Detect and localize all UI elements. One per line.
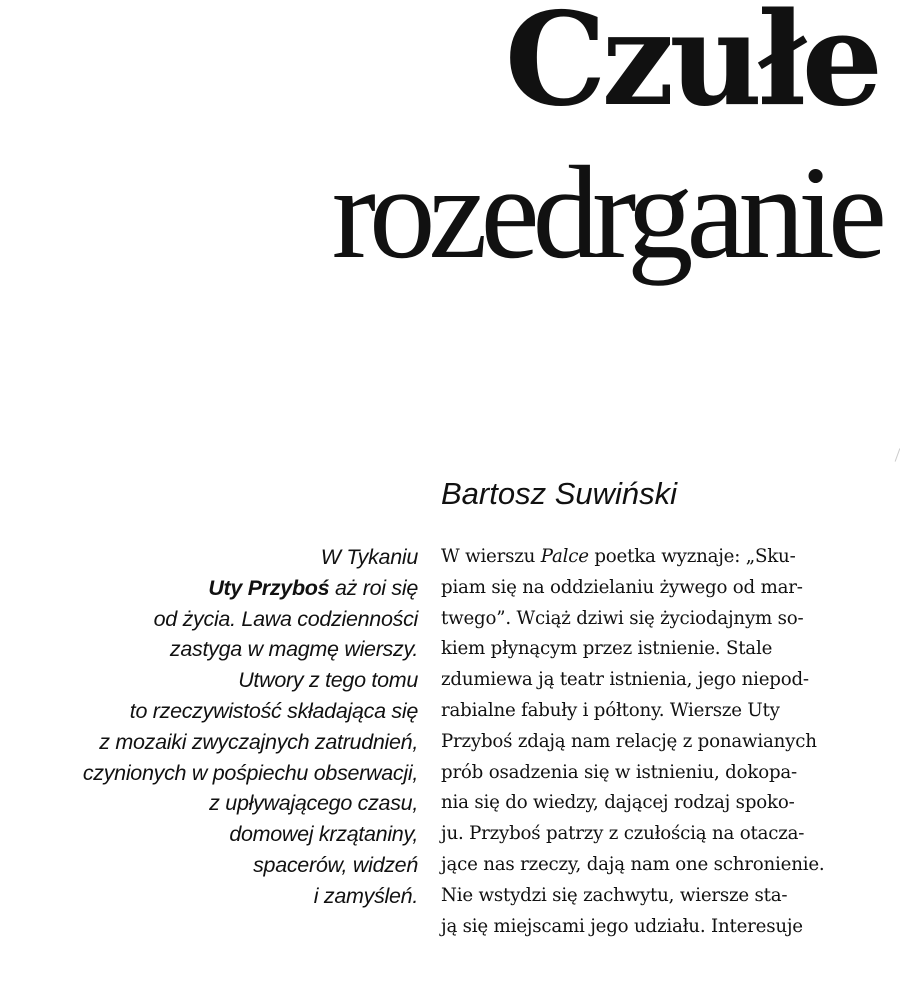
body-line-start: W wierszu [441, 546, 541, 567]
body-line: prób osadzenia się w istnieniu, dokopa- [441, 761, 797, 783]
body-line: piam się na oddzielaniu żywego od mar- [441, 576, 803, 598]
body-line: rabialne fabuły i półtony. Wiersze Uty [441, 699, 780, 721]
lead-line: z upływającego czasu, [209, 791, 418, 816]
lead-paragraph [0, 542, 418, 912]
author-name: Bartosz Suwiński [441, 476, 678, 511]
lead-line: czynionych w pośpiechu obserwacji, [82, 760, 418, 785]
body-line-end: poetka wyznaje: „Sku- [588, 546, 796, 567]
poem-title: Palce [540, 546, 589, 567]
lead-line: z mozaiki zwyczajnych zatrudnień, [99, 729, 418, 754]
body-text-column [441, 542, 881, 942]
lead-line-rest: aż roi się [329, 575, 418, 600]
body-line [441, 542, 881, 573]
scan-speck [895, 448, 900, 461]
lead-line: domowej krzątaniny, [229, 822, 418, 847]
lead-line: i zamyśleń. [313, 883, 418, 908]
lead-line: Utwory z tego tomu [238, 668, 418, 693]
lead-line [0, 573, 418, 604]
lead-poet-name: Uty Przyboś [208, 575, 330, 600]
body-line: jące nas rzeczy, dają nam one schronienie. [441, 853, 825, 875]
article-title-main: Czułe [504, 0, 878, 135]
body-line: nia się do wiedzy, dającej rodzaj spoko- [441, 792, 795, 814]
lead-line: zastyga w magmę wierszy. [169, 637, 418, 662]
article-title-sub: rozedrganie [331, 138, 880, 286]
lead-line: od życia. Lawa codzienności [153, 606, 418, 631]
body-line: Nie wstydzi się zachwytu, wiersze sta- [441, 884, 788, 906]
lead-line: spacerów, widzeń [253, 852, 418, 877]
lead-line: to rzeczywistość składająca się [129, 698, 418, 723]
body-line: twego”. Wciąż dziwi się życiodajnym so- [441, 607, 804, 629]
body-line: zdumiewa ją teatr istnienia, jego niepod- [441, 669, 809, 691]
body-line: ju. Przyboś patrzy z czułością na otacza- [441, 823, 805, 845]
body-line: Przyboś zdają nam relację z ponawianych [441, 730, 817, 752]
body-line: kiem płynącym przez istnienie. Stale [441, 638, 773, 660]
body-line: ją się miejscami jego udziału. Interesuje [441, 915, 803, 937]
lead-line: W Tykaniu [320, 545, 418, 569]
